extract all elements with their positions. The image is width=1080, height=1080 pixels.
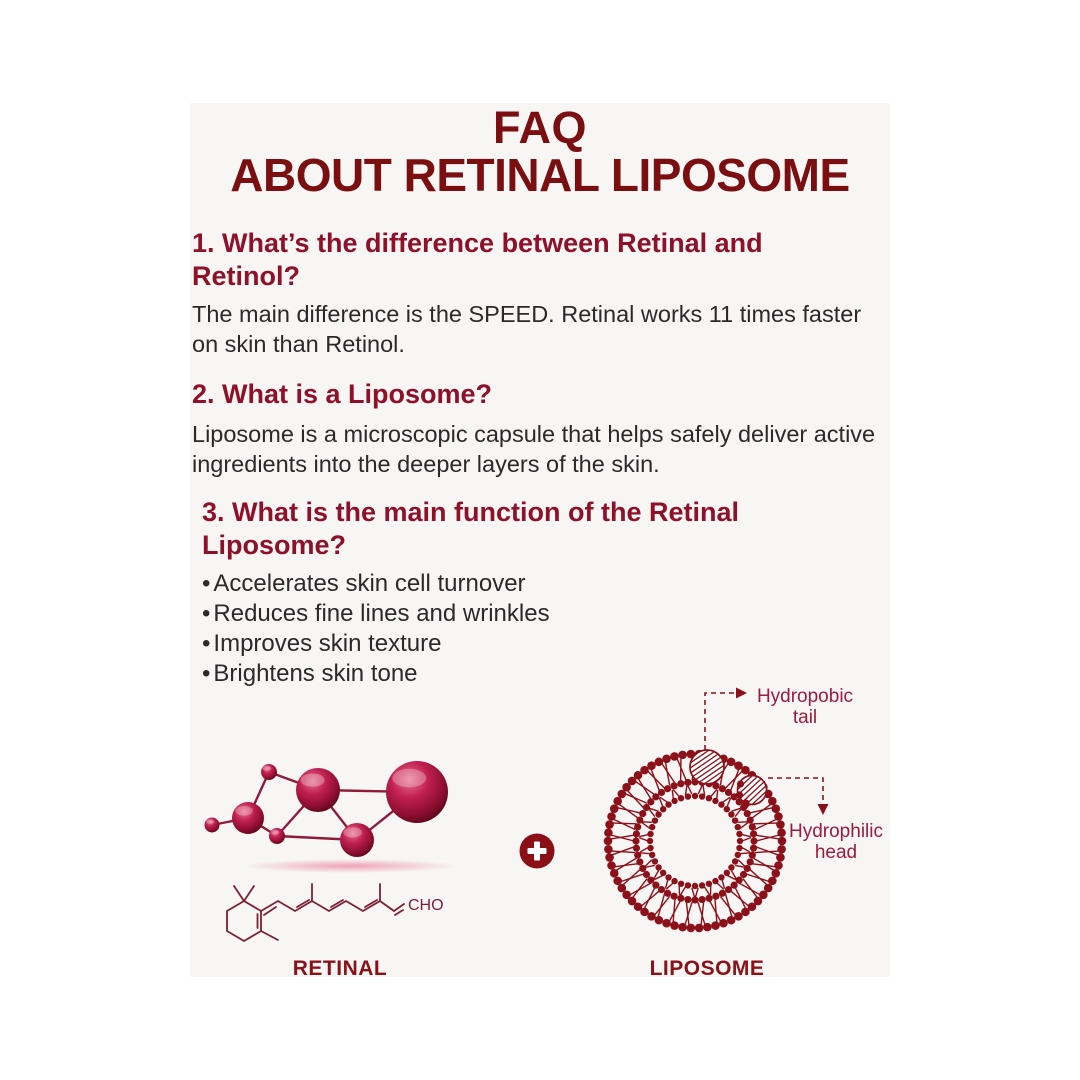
liposome-diagram (604, 688, 829, 933)
bullet-item: • Accelerates skin cell turnover (202, 569, 862, 599)
diagram-area (190, 659, 890, 977)
retinal-molecule-illustration (205, 761, 459, 873)
tail-detail-circle (679, 740, 734, 793)
liposome-caption: LIPOSOME (649, 957, 765, 977)
tail-annotation-line (705, 693, 734, 750)
bullet-item: • Improves skin texture (202, 629, 862, 659)
hydropobic-tail-label-line2: tail (792, 707, 818, 728)
page-title-line1: FAQ (492, 102, 587, 153)
bullet-item: • Brightens skin tone (202, 659, 862, 689)
head-arrow-icon (818, 804, 829, 815)
hydropobic-tail-label-line1: Hydropobic (756, 686, 854, 707)
cho-formula-label: CHO (408, 897, 444, 914)
hydrophilic-head-label-line1: Hydrophilic (789, 821, 883, 842)
plus-icon (520, 834, 555, 869)
faq-question-2: 2. What is a Liposome? (192, 379, 493, 409)
page-title-line2: ABOUT RETINAL LIPOSOME (230, 149, 850, 201)
faq-question-1: 1. What’s the difference between Retinal and Retinol? (192, 228, 763, 291)
retinal-chemical-structure (227, 884, 404, 941)
bullet-item: • Reduces fine lines and wrinkles (202, 599, 862, 629)
retinal-caption: RETINAL (292, 957, 388, 977)
head-annotation-line (768, 778, 823, 802)
faq-question-3: 3. What is the main function of the Retinal Liposome? (202, 497, 740, 560)
head-detail-circle (728, 767, 773, 811)
content-card (190, 103, 890, 977)
faq-3-bullet-list (202, 569, 862, 689)
hydrophilic-head-label-line2: head (814, 842, 858, 863)
faq-answer-1: The main difference is the SPEED. Retinal works 11 times faster on skin than Retinol. (192, 301, 862, 357)
tail-arrow-icon (736, 688, 747, 699)
faq-answer-2: Liposome is a microscopic capsule that helps safely deliver active ingredients into the deeper layers of the skin. (192, 421, 876, 477)
